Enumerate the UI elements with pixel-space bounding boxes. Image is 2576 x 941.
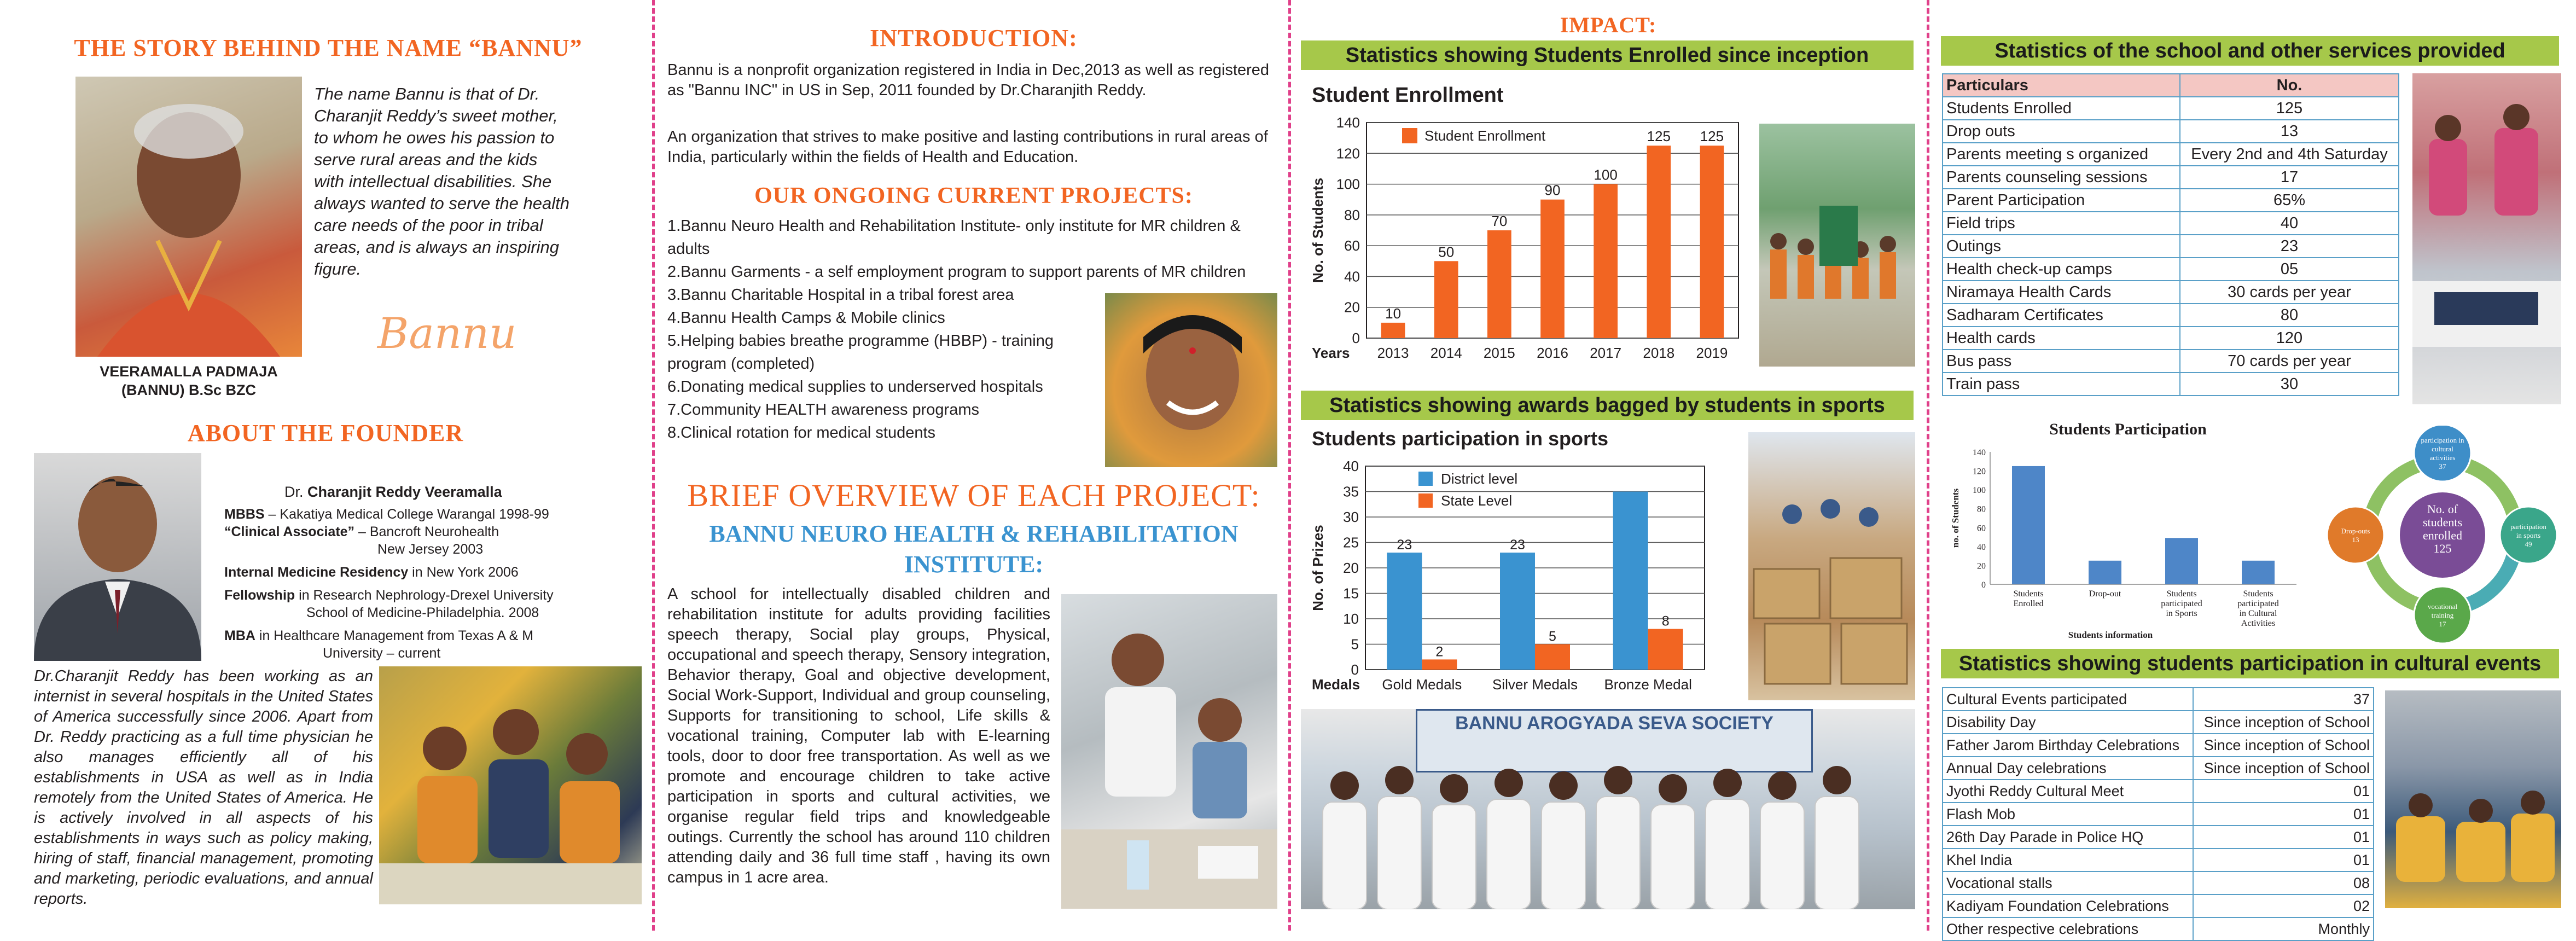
bar [1613, 492, 1648, 670]
y-tick-label: 0 [1352, 330, 1360, 346]
x-tick-label: Activities [2241, 619, 2276, 628]
y-tick-label: 20 [1977, 561, 1986, 571]
bar [1434, 261, 1458, 338]
y-tick-label: 15 [1343, 585, 1359, 602]
data-label: 125 [1647, 128, 1671, 145]
list-item: 4.Bannu Health Camps & Mobile clinics [667, 309, 945, 327]
panel-divider-3 [1927, 0, 1929, 931]
table-row [1943, 189, 2399, 212]
chart-title: Students participation in sports [1312, 427, 1609, 450]
table-row [1943, 235, 2399, 258]
founder-bio: Dr.Charanjit Reddy has been working as an internist in several hospitals in the United States of America successfully since 2006. Apart from Dr. Reddy practicing as a full time physician he also manages efficiently all of his establishments in USA as well as in India remotely from the United States of America. He is actively involved in all aspects of his establishments in ways such as policy making, hiring of staff, financial management, promoting and marketing, periodic evaluations, and annual reports. [34, 667, 373, 908]
intro-paragraph-1: Bannu is a nonprofit organization registered in India in Dec,2013 as well as registered as "Bannu INC" in US in Sep, 2011 founded by Dr.Charanjith Reddy. [667, 61, 1269, 99]
row-value: 30 [2180, 373, 2399, 396]
y-tick-label: 10 [1343, 611, 1359, 627]
row-value: 01 [2193, 826, 2374, 849]
row-label: Sadharam Certificates [1943, 304, 2180, 327]
table-row [1943, 734, 2374, 757]
x-tick-label: 2015 [1483, 345, 1515, 361]
y-tick-label: 80 [1977, 504, 1986, 514]
data-label: 70 [1491, 213, 1508, 229]
bar [1422, 659, 1457, 670]
bar [2242, 561, 2275, 584]
row-label: Parents counseling sessions [1943, 166, 2180, 189]
projects-title: OUR ONGOING CURRENT PROJECTS: [754, 183, 1193, 208]
enrollment-chart [1301, 77, 1755, 372]
x-tick-label: 2016 [1537, 345, 1568, 361]
y-axis-label: no. of Students [1950, 488, 1961, 548]
nurses-group-photo [1301, 709, 1915, 909]
caption-name: VEERAMALLA PADMAJA [100, 363, 278, 380]
x-tick-label: 2019 [1696, 345, 1728, 361]
data-label: 50 [1438, 243, 1455, 260]
row-label: Cultural Events participated [1943, 688, 2193, 711]
x-tick-label: 2014 [1430, 345, 1462, 361]
table-row [1943, 872, 2374, 894]
therapy-illustration [1061, 594, 1277, 909]
y-axis-label: No. of Prizes [1310, 525, 1326, 611]
x-tick-label: Gold Medals [1382, 676, 1462, 693]
row-value: Monthly [2193, 917, 2374, 940]
column-header: Particulars [1943, 74, 2180, 97]
overview-title: BRIEF OVERVIEW OF EACH PROJECT: [687, 478, 1260, 513]
x-tick-label: Students [2166, 589, 2197, 599]
y-tick-label: 120 [1973, 467, 1986, 477]
y-tick-label: 60 [1977, 524, 1986, 533]
row-value: 80 [2180, 304, 2399, 327]
x-tick-label: in Cultural [2239, 609, 2277, 618]
cred-line: University – current [323, 646, 441, 661]
row-label: Health check-up camps [1943, 258, 2180, 281]
row-label: Vocational stalls [1943, 872, 2193, 894]
bar [1387, 553, 1422, 670]
caption-degree: (BANNU) B.Sc BZC [121, 382, 256, 398]
row-value: 125 [2180, 97, 2399, 120]
row-label: Train pass [1943, 373, 2180, 396]
panel-divider-2 [1288, 0, 1291, 931]
participation-chart [1942, 415, 2314, 639]
institute-title: BANNU NEURO HEALTH & REHABILITATION INSTITUTE: [709, 520, 1238, 578]
photo-caption [66, 362, 312, 399]
list-item: 1.Bannu Neuro Health and Rehabilitation Institute- only institute for MR children & adults [667, 217, 1241, 258]
founder-credentials [224, 506, 624, 662]
y-tick-label: 30 [1343, 509, 1359, 525]
y-tick-label: 0 [1981, 580, 1986, 590]
row-label: Father Jarom Birthday Celebrations [1943, 734, 2193, 757]
bar [2012, 466, 2045, 584]
bar [1500, 553, 1535, 670]
table-row [1943, 849, 2374, 872]
cred-line: MBA in Healthcare Management from Texas A & M [224, 628, 534, 643]
girl-illustration [1105, 293, 1277, 467]
table-row [1943, 350, 2399, 373]
chart-title: Students Participation [2049, 420, 2207, 438]
banner-text: BANNU AROGYADA SEVA SOCIETY [1455, 713, 1773, 734]
data-label: 125 [1700, 128, 1724, 145]
y-tick-label: 0 [1351, 661, 1359, 678]
row-label: Kadiyam Foundation Celebrations [1943, 894, 2193, 917]
table-row [1943, 258, 2399, 281]
bar [1594, 184, 1618, 338]
x-axis-label: Years [1312, 345, 1350, 361]
table-row [1943, 97, 2399, 120]
cred-line: New Jersey 2003 [377, 542, 484, 557]
y-tick-label: 40 [1344, 268, 1360, 285]
row-value: 08 [2193, 872, 2374, 894]
x-tick-label: Drop-out [2089, 589, 2121, 599]
row-value: 70 cards per year [2180, 350, 2399, 373]
supplies-illustration [1748, 432, 1915, 700]
data-label: 23 [1510, 537, 1525, 553]
table-row [1943, 143, 2399, 166]
cycle-center-label: 125 [2433, 542, 2452, 555]
sports-heading-bar: Statistics showing awards bagged by students in sports [1301, 391, 1914, 420]
legend-swatch [1402, 128, 1417, 143]
bar [1540, 200, 1565, 338]
y-tick-label: 25 [1343, 534, 1359, 551]
cycle-node-label: Drop-outs [2341, 527, 2370, 535]
cultural-heading-bar: Statistics showing students participation in cultural events [1941, 649, 2559, 678]
legend-label: District level [1441, 471, 1518, 487]
x-tick-label: 2018 [1643, 345, 1675, 361]
cred-line: School of Medicine-Philadelphia. 2008 [306, 605, 539, 620]
list-item: 7.Community HEALTH awareness programs [667, 401, 979, 419]
y-tick-label: 5 [1351, 636, 1359, 653]
table-row [1943, 281, 2399, 304]
x-tick-label: 2013 [1377, 345, 1409, 361]
list-item: 3.Bannu Charitable Hospital in a tribal forest area [667, 286, 1014, 304]
cycle-node-label: 49 [2525, 540, 2532, 548]
therapy-session-photo [1061, 594, 1277, 909]
list-item: 8.Clinical rotation for medical students [667, 424, 936, 442]
smiling-girl-photo [1105, 293, 1277, 467]
row-value: 01 [2193, 780, 2374, 803]
cycle-center-label: No. of [2427, 502, 2458, 516]
y-tick-label: 120 [1336, 145, 1360, 162]
row-label: Parent Participation [1943, 189, 2180, 212]
table-row [1943, 711, 2374, 734]
y-tick-label: 100 [1973, 486, 1986, 496]
x-tick-label: participated [2161, 599, 2202, 608]
row-label: Students Enrolled [1943, 97, 2180, 120]
table-row [1943, 327, 2399, 350]
row-value: 23 [2180, 235, 2399, 258]
x-tick-label: in Sports [2166, 609, 2197, 618]
y-tick-label: 80 [1344, 206, 1360, 223]
bar [2165, 538, 2198, 584]
cycle-node-label: participation [2510, 522, 2546, 531]
founder-name: Charanjit Reddy Veeramalla [307, 484, 502, 500]
y-tick-label: 20 [1344, 299, 1360, 316]
x-axis-label: Medals [1312, 676, 1360, 693]
founder-name-line [284, 484, 502, 501]
medical-supplies-photo [1748, 432, 1915, 700]
cultural-illustration [2385, 690, 2561, 908]
x-tick-label: Bronze Medal [1604, 676, 1692, 693]
kids-classroom-photo [379, 666, 642, 904]
row-label: Jyothi Reddy Cultural Meet [1943, 780, 2193, 803]
impact-title: IMPACT: [1560, 13, 1657, 37]
data-label: 8 [1661, 613, 1670, 629]
bar [1535, 644, 1570, 670]
cycle-center-label: students [2422, 515, 2463, 529]
list-item: 6.Donating medical supplies to underserved hospitals [667, 378, 1043, 396]
portrait-illustration [75, 77, 302, 357]
institute-text: A school for intellectually disabled children and rehabilitation institute for adults providing facilities speech therapy, Social play groups, Physical, occupational and speech therapy, Sensory integration, Behavior therapy, Goal and objective development, Social Work-Support, Individual and group counseling, Supports for transitioning to school, Life skills & vocational training, Computer lab with E-learning tools, door to door free transportation. As well as we promote and encourage children to take active participation in sports and cultural activities, we organise regular field trips and knowledgeable outings. Currently the school has around 110 children attending daily and 36 full time staff , having its own campus in 1 acre area. [667, 585, 1050, 886]
data-label: 90 [1544, 182, 1561, 199]
table-row [1943, 166, 2399, 189]
legend-swatch [1418, 493, 1433, 508]
founder-illustration [34, 453, 201, 661]
row-label: Outings [1943, 235, 2180, 258]
table-row [1943, 212, 2399, 235]
table-row [1943, 304, 2399, 327]
row-value: 120 [2180, 327, 2399, 350]
cred-line: Fellowship in Research Nephrology-Drexel University [224, 588, 554, 603]
row-value: 65% [2180, 189, 2399, 212]
padmaja-photo [75, 77, 302, 357]
table-row [1943, 894, 2374, 917]
x-tick-label: Students [2243, 589, 2273, 599]
bannu-signature: Bannu [377, 309, 517, 358]
row-value: 05 [2180, 258, 2399, 281]
y-axis-label: No. of Students [1310, 177, 1326, 283]
story-text: The name Bannu is that of Dr. Charanjit Reddy’s sweet mother, to whom he owes his passion to serve rural areas and the kids with intellectual disabilities. She always wanted to serve the health care needs of the poor in tribal areas, and is always an inspiring figure. [314, 84, 569, 278]
y-tick-label: 60 [1344, 237, 1360, 254]
table-row [1943, 803, 2374, 826]
nurses-illustration [1301, 709, 1915, 909]
x-axis-label: Students information [2068, 630, 2153, 639]
intro-title: INTRODUCTION: [870, 25, 1078, 51]
x-tick-label: Enrolled [2013, 599, 2044, 608]
founder-name-prefix: Dr. [284, 484, 308, 500]
enrollment-heading-bar: Statistics showing Students Enrolled since inception [1301, 40, 1914, 70]
story-title: THE STORY BEHIND THE NAME “BANNU” [74, 34, 583, 61]
row-label: Annual Day celebrations [1943, 757, 2193, 780]
y-tick-label: 20 [1343, 560, 1359, 576]
row-value: 37 [2193, 688, 2374, 711]
data-label: 5 [1549, 629, 1556, 644]
table-row [1943, 688, 2374, 711]
row-label: Disability Day [1943, 711, 2193, 734]
cycle-node-label: 37 [2439, 462, 2446, 471]
bar [1487, 230, 1511, 338]
row-label: Other respective celebrations [1943, 917, 2193, 940]
cycle-node-label: training [2431, 611, 2454, 619]
row-value: Since inception of School [2193, 734, 2374, 757]
cycle-node-label: 13 [2352, 536, 2359, 544]
row-value: Since inception of School [2193, 711, 2374, 734]
column-header: No. [2180, 74, 2399, 97]
classroom-activity-photo [2412, 73, 2561, 404]
row-value: 13 [2180, 120, 2399, 143]
table-row [1943, 757, 2374, 780]
row-value: 01 [2193, 803, 2374, 826]
cultural-event-photo [2385, 690, 2561, 908]
cycle-node [2327, 507, 2384, 564]
cred-line: MBBS – Kakatiya Medical College Warangal 1998-99 [224, 507, 549, 522]
cred-line: Internal Medicine Residency in New York 2006 [224, 565, 519, 580]
row-label: Khel India [1943, 849, 2193, 872]
school-stats-table [1942, 73, 2399, 396]
y-tick-label: 35 [1343, 483, 1359, 500]
data-label: 10 [1385, 305, 1402, 322]
x-tick-label: 2017 [1590, 345, 1622, 361]
row-value: 40 [2180, 212, 2399, 235]
row-label: Health cards [1943, 327, 2180, 350]
x-tick-label: participated [2237, 599, 2279, 608]
row-label: Flash Mob [1943, 803, 2193, 826]
cycle-node-label: 17 [2439, 620, 2446, 628]
list-item: 5.Helping babies breathe programme (HBBP) - training program (completed) [667, 332, 1054, 373]
data-label: 23 [1397, 537, 1412, 553]
table-row [1943, 373, 2399, 396]
table-header-row [1943, 74, 2399, 97]
cred-line: “Clinical Associate” – Bancroft Neurohealth [224, 524, 499, 539]
data-label: 100 [1594, 166, 1618, 183]
row-value: Every 2nd and 4th Saturday [2180, 143, 2399, 166]
school-stats-heading-bar: Statistics of the school and other services provided [1941, 36, 2559, 66]
founder-photo [34, 453, 201, 661]
y-tick-label: 100 [1336, 176, 1360, 193]
intro-paragraph-2: An organization that strives to make positive and lasting contributions in rural areas of India, particularly within the fields of Health and Education. [667, 128, 1268, 166]
classroom-illustration [379, 666, 642, 904]
table-row [1943, 780, 2374, 803]
row-value: 30 cards per year [2180, 281, 2399, 304]
legend-swatch [1418, 472, 1433, 486]
table-row [1943, 120, 2399, 143]
cycle-node-label: activities [2429, 454, 2456, 462]
x-tick-label: Silver Medals [1492, 676, 1578, 693]
row-label: 26th Day Parade in Police HQ [1943, 826, 2193, 849]
panel-divider-1 [652, 0, 655, 931]
gathering-illustration [1759, 124, 1915, 367]
row-label: Niramaya Health Cards [1943, 281, 2180, 304]
bar [1647, 146, 1671, 338]
row-label: Bus pass [1943, 350, 2180, 373]
table-row [1943, 826, 2374, 849]
bar [1700, 146, 1724, 338]
row-value: 17 [2180, 166, 2399, 189]
bar [2089, 561, 2121, 584]
sports-chart [1301, 426, 1755, 706]
y-tick-label: 40 [1977, 542, 1986, 552]
legend-label: State Level [1441, 492, 1513, 509]
list-item: 2.Bannu Garments - a self employment program to support parents of MR children [667, 263, 1246, 281]
y-tick-label: 140 [1973, 448, 1986, 457]
row-value: 01 [2193, 849, 2374, 872]
table-row [1943, 917, 2374, 940]
participation-cycle-diagram [2325, 426, 2560, 644]
gathering-photo [1759, 124, 1915, 367]
data-label: 2 [1435, 644, 1444, 660]
legend-label: Student Enrollment [1424, 127, 1546, 144]
founder-title: ABOUT THE FOUNDER [187, 420, 464, 446]
y-tick-label: 40 [1343, 458, 1359, 474]
cycle-node-label: participation in [2421, 436, 2464, 444]
cultural-events-table [1942, 687, 2374, 941]
cycle-node-label: cultural [2432, 445, 2453, 453]
cycle-node-label: in sports [2516, 531, 2541, 539]
row-value: 02 [2193, 894, 2374, 917]
row-value: Since inception of School [2193, 757, 2374, 780]
row-label: Drop outs [1943, 120, 2180, 143]
bar [1648, 629, 1683, 670]
cycle-center-label: enrolled [2422, 528, 2463, 542]
cycle-node-label: vocational [2427, 602, 2458, 611]
activity-illustration [2412, 73, 2561, 404]
y-tick-label: 140 [1336, 114, 1360, 131]
row-label: Field trips [1943, 212, 2180, 235]
row-label: Parents meeting s organized [1943, 143, 2180, 166]
x-tick-label: Students [2013, 589, 2044, 599]
chart-title: Student Enrollment [1312, 84, 1504, 107]
bar [1381, 323, 1405, 338]
